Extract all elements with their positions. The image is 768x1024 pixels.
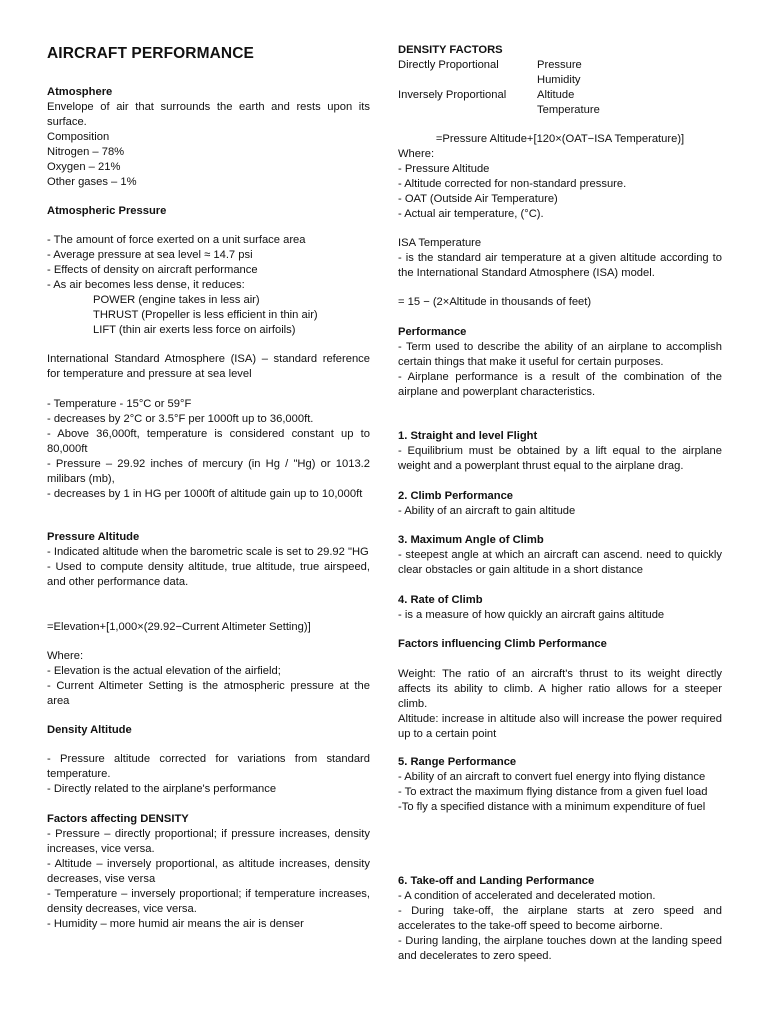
pressure-altitude-formula <box>47 620 370 635</box>
list-item: - Pressure altitude corrected for variations from standard temperature. <box>47 753 370 780</box>
table-row <box>398 88 722 103</box>
pressure-altitude-section <box>47 530 370 590</box>
formula: =Elevation+[1,000×(29.92−Current Altimeter Setting)] <box>47 621 311 633</box>
list-item: - Term used to describe the ability of an airplane to accomplish certain things that make it useful for certain purposes. <box>398 341 722 368</box>
factors-climb-list <box>398 667 722 742</box>
rate-of-climb-text: - is a measure of how quickly an aircraft gains altitude <box>398 609 665 621</box>
atmospheric-pressure-section <box>47 204 370 219</box>
atmospheric-pressure-list <box>47 233 370 338</box>
where-label: Where: <box>398 148 435 160</box>
table-row <box>398 58 722 73</box>
density-factors-section <box>398 43 722 58</box>
rate-of-climb-section <box>398 593 722 623</box>
row-label: Directly Proportional <box>398 59 499 71</box>
list-item: -To fly a specified distance with a minimum expenditure of fuel <box>398 801 706 813</box>
density-factors-heading: DENSITY FACTORS <box>398 44 503 56</box>
pressure-altitude-where <box>47 649 370 709</box>
list-item: - decreases by 2°C or 3.5°F per 1000ft up to 36,000ft. <box>47 413 314 425</box>
isa-list <box>47 397 370 502</box>
row-value: Temperature <box>537 104 600 116</box>
list-item: - Altitude corrected for non-standard pressure. <box>398 178 627 190</box>
list-item: - Altitude – inversely proportional, as altitude increases, density decreases, vise versa <box>47 858 370 885</box>
atmospheric-pressure-heading: Atmospheric Pressure <box>47 205 167 217</box>
atmosphere-definition: Envelope of air that surrounds the earth and rests upon its surface. <box>47 101 370 128</box>
factors-density-heading: Factors affecting DENSITY <box>47 813 189 825</box>
performance-section <box>398 325 722 400</box>
weight-factor: Weight: The ratio of an aircraft's thrust to its weight directly affects its ability to climb. A higher ratio allows for a steeper climb. <box>398 668 722 710</box>
list-item: - Pressure – 29.92 inches of mercury (in Hg / "Hg) or 1013.2 milibars (mb), <box>47 458 370 485</box>
composition-item: Other gases – 1% <box>47 176 137 188</box>
sub-item-power: POWER (engine takes in less air) <box>93 294 260 306</box>
sub-item-lift: LIFT (thin air exerts less force on airfoils) <box>93 324 296 336</box>
density-altitude-list <box>47 752 370 797</box>
list-item: - Current Altimeter Setting is the atmospheric pressure at the area <box>47 680 370 707</box>
list-item: - Ability of an aircraft to convert fuel energy into flying distance <box>398 771 706 783</box>
list-item: - Directly related to the airplane's performance <box>47 783 277 795</box>
straight-level-text: - Equilibrium must be obtained by a lift equal to the airplane weight and a powerplant thrust equal to the airplane drag. <box>398 445 722 472</box>
isa-intro: International Standard Atmosphere (ISA) – standard reference for temperature and pressure at sea level <box>47 353 370 380</box>
list-item: - During take-off, the airplane starts at zero speed and accelerates to the take-off speed to become airborne. <box>398 905 722 932</box>
list-item: - Humidity – more humid air means the air is denser <box>47 918 304 930</box>
list-item: - Actual air temperature, (°C). <box>398 208 544 220</box>
row-label <box>398 73 537 88</box>
performance-heading: Performance <box>398 326 467 338</box>
composition-item: Nitrogen – 78% <box>47 146 125 158</box>
composition-label: Composition <box>47 131 110 143</box>
takeoff-landing-section <box>398 874 722 964</box>
row-value: Pressure <box>537 59 582 71</box>
climb-text: - Ability of an aircraft to gain altitude <box>398 505 576 517</box>
max-angle-section <box>398 533 722 578</box>
list-item: - A condition of accelerated and decelerated motion. <box>398 890 656 902</box>
isa-temperature-formula <box>398 295 722 310</box>
pressure-altitude-heading: Pressure Altitude <box>47 531 140 543</box>
density-altitude-section <box>47 723 370 738</box>
climb-section <box>398 489 722 519</box>
density-factors-table <box>398 58 722 118</box>
row-value: Humidity <box>537 74 581 86</box>
density-altitude-heading: Density Altitude <box>47 724 132 736</box>
formula: = 15 − (2×Altitude in thousands of feet) <box>398 296 592 308</box>
list-item: - Used to compute density altitude, true altitude, true airspeed, and other performance data. <box>47 561 370 588</box>
row-label <box>398 103 537 118</box>
list-item: - To extract the maximum flying distance from a given fuel load <box>398 786 708 798</box>
density-altitude-formula <box>398 132 722 147</box>
list-item: - Average pressure at sea level ≈ 14.7 psi <box>47 249 253 261</box>
row-label: Inversely Proportional <box>398 89 507 101</box>
isa-temperature-heading: ISA Temperature <box>398 237 482 249</box>
row-value: Altitude <box>537 89 575 101</box>
list-item: - Temperature – inversely proportional; if temperature increases, density decreases, vice versa. <box>47 888 370 915</box>
climb-heading: 2. Climb Performance <box>398 490 514 502</box>
list-item: - decreases by 1 in HG per 1000ft of altitude gain up to 10,000ft <box>47 488 363 500</box>
table-row <box>398 73 722 88</box>
where-label: Where: <box>47 650 84 662</box>
factors-climb-heading: Factors influencing Climb Performance <box>398 638 607 650</box>
list-item: - Pressure Altitude <box>398 163 490 175</box>
list-item: - The amount of force exerted on a unit surface area <box>47 234 306 246</box>
list-item: - Effects of density on aircraft performance <box>47 264 258 276</box>
list-item: - Airplane performance is a result of the combination of the airplane and powerplant characteristics. <box>398 371 722 398</box>
table-row <box>398 103 722 118</box>
list-item: - Indicated altitude when the barometric scale is set to 29.92 "HG <box>47 546 369 558</box>
list-item: - Elevation is the actual elevation of the airfield; <box>47 665 281 677</box>
factors-density-section <box>47 812 370 932</box>
rate-of-climb-heading: 4. Rate of Climb <box>398 594 483 606</box>
list-item: - Temperature - 15°C or 59°F <box>47 398 192 410</box>
list-item: - Pressure – directly proportional; if pressure increases, density increases, vice versa. <box>47 828 370 855</box>
list-item: - Above 36,000ft, temperature is considered constant up to 80,000ft <box>47 428 370 455</box>
page-title: AIRCRAFT PERFORMANCE <box>47 45 254 62</box>
altitude-factor: Altitude: increase in altitude also will increase the power required up to a certain point <box>398 713 722 740</box>
formula-where <box>398 147 722 222</box>
max-angle-text: - steepest angle at which an aircraft can ascend. need to quickly clear obstacles or gain altitude in a short distance <box>398 549 722 576</box>
isa-temperature-text: - is the standard air temperature at a given altitude according to the International Standard Atmosphere (ISA) model. <box>398 252 722 279</box>
range-section <box>398 755 722 815</box>
list-item: - As air becomes less dense, it reduces: <box>47 279 245 291</box>
takeoff-landing-heading: 6. Take-off and Landing Performance <box>398 875 595 887</box>
straight-level-heading: 1. Straight and level Flight <box>398 430 538 442</box>
list-item: - OAT (Outside Air Temperature) <box>398 193 558 205</box>
straight-level-section <box>398 429 722 474</box>
max-angle-heading: 3. Maximum Angle of Climb <box>398 534 544 546</box>
factors-climb-section <box>398 637 722 652</box>
list-item: - During landing, the airplane touches down at the landing speed and decelerates to zero speed. <box>398 935 722 962</box>
sub-item-thrust: THRUST (Propeller is less efficient in thin air) <box>93 309 318 321</box>
isa-section <box>47 352 370 382</box>
composition-item: Oxygen – 21% <box>47 161 121 173</box>
atmosphere-heading: Atmosphere <box>47 86 113 98</box>
range-heading: 5. Range Performance <box>398 756 517 768</box>
formula: =Pressure Altitude+[120×(OAT−ISA Temperature)] <box>435 133 685 145</box>
atmosphere-section <box>47 85 370 190</box>
isa-temperature-section <box>398 236 722 281</box>
